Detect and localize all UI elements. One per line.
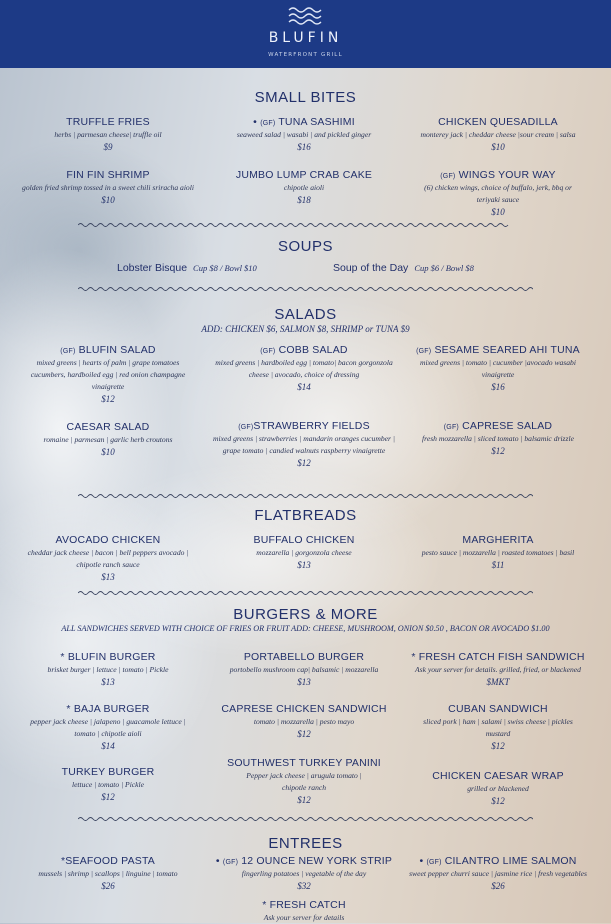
- item-price: $32: [297, 881, 311, 891]
- item-desc: fresh mozzarella | sliced tomato | balsamic drizzle: [422, 434, 574, 443]
- menu-item: [8, 766, 208, 803]
- item-desc: cheddar jack cheese | bacon | bell peppers avocado | chipotle ranch sauce: [27, 548, 189, 569]
- item-name: [204, 344, 404, 356]
- item-name: CUBAN SANDWICH: [448, 703, 548, 715]
- item-desc: mixed greens | hardboiled egg | tomato| bacon gorgonzola cheese | avocado, choice of dressing: [215, 358, 393, 379]
- item-name: TRUFFLE FRIES: [66, 116, 150, 128]
- item-price: $12: [297, 729, 311, 739]
- gf-badge: (GF): [416, 348, 432, 355]
- soups-title: SOUPS: [277, 238, 333, 255]
- item-desc: (6) chicken wings, choice of buffalo, jerk, bbq or teriyaki sauce: [424, 183, 572, 204]
- item-price: $13: [101, 572, 115, 582]
- item-name: PORTABELLO BURGER: [243, 651, 365, 663]
- small-bites-title: SMALL BITES: [254, 89, 357, 106]
- menu-item: [8, 116, 208, 153]
- item-price: $13: [101, 677, 115, 687]
- item-name: [8, 344, 208, 356]
- item-desc: monterey jack | cheddar cheese |sour cream | salsa: [420, 130, 576, 139]
- item-price: $11: [491, 560, 505, 570]
- item-price: $13: [297, 560, 311, 570]
- gf-badge: (GF): [443, 424, 459, 431]
- item-desc: pesto sauce | mozzarella | roasted tomatoes | basil: [421, 548, 575, 557]
- item-prefix: *: [411, 651, 416, 663]
- item-desc: fingerling potatoes | vegetable of the day: [241, 869, 367, 878]
- item-title: WINGS YOUR WAY: [458, 169, 556, 181]
- soup-name: Lobster Bisque: [117, 262, 188, 274]
- menu-item: [8, 421, 208, 458]
- item-name: CHICKEN QUESADILLA: [438, 116, 558, 128]
- item-name: [8, 703, 208, 715]
- item-desc: Pepper jack cheese | arugula tomato | chipotle ranch: [246, 771, 362, 792]
- item-desc: chipotle aioli: [283, 183, 325, 192]
- item-price: $18: [297, 195, 311, 205]
- gf-badge: (GF): [238, 424, 254, 431]
- entrees-title: ENTREES: [268, 835, 343, 852]
- item-prefix: •: [419, 855, 424, 867]
- menu-item: [398, 344, 598, 393]
- item-title: 12 OUNCE NEW YORK STRIP: [241, 855, 393, 867]
- item-name: [398, 855, 598, 867]
- item-price: $12: [491, 796, 505, 806]
- item-desc: sliced pork | ham | salami | swiss cheese | pickles mustard: [423, 717, 573, 738]
- item-prefix: *: [262, 899, 267, 911]
- item-desc: mixed greens | hearts of palm | grape tomatoes cucumbers, hardboiled egg | red onion champagne vinaigrette: [30, 358, 186, 391]
- item-title: TUNA SASHIMI: [278, 116, 355, 128]
- item-price: $16: [297, 142, 311, 152]
- item-desc: pepper jack cheese | jalapeno | guacamole lettuce | tomato | chipotle aioli: [30, 717, 186, 738]
- menu-item: [204, 651, 404, 688]
- item-desc: mozzarella | gorgonzola cheese: [256, 548, 352, 557]
- item-name: MARGHERITA: [462, 534, 534, 546]
- item-desc: mixed greens | strawberries | mandarin oranges cucumber | grape tomato | candied walnuts raspberry vinaigrette: [213, 434, 395, 455]
- soup-item: [333, 262, 474, 274]
- soup-name: Soup of the Day: [333, 262, 409, 274]
- wavy-divider: [78, 589, 533, 597]
- item-title: COBB SALAD: [278, 344, 348, 356]
- item-prefix: •: [253, 116, 258, 128]
- item-price: $9: [103, 142, 113, 152]
- item-title: CILANTRO LIME SALMON: [444, 855, 577, 867]
- flatbreads-title: FLATBREADS: [254, 507, 357, 524]
- item-name: CHICKEN CAESAR WRAP: [432, 770, 564, 782]
- item-prefix: *: [60, 651, 65, 663]
- item-title: FRESH CATCH FISH SANDWICH: [418, 651, 585, 663]
- wavy-divider: [78, 285, 533, 293]
- soup-price: Cup $8 / Bowl $10: [193, 263, 257, 273]
- item-title: BLUFIN BURGER: [67, 651, 156, 663]
- gf-badge: (GF): [440, 173, 456, 180]
- waves-logo-icon: [287, 5, 323, 29]
- item-price: $12: [101, 792, 115, 802]
- item-name: [398, 420, 598, 432]
- item-desc: herbs | parmesan cheese| truffle oil: [54, 130, 162, 139]
- menu-item: [8, 855, 208, 892]
- item-desc: Ask your server for details. grilled, fried, or blackened: [415, 665, 581, 674]
- item-name: FIN FIN SHRIMP: [66, 169, 150, 181]
- menu-item: [204, 116, 404, 153]
- soup-item: [117, 262, 257, 274]
- wavy-divider: [78, 815, 533, 823]
- item-name: [204, 116, 404, 128]
- item-name: AVOCADO CHICKEN: [55, 534, 161, 546]
- brand-tagline: WATERFRONT GRILL: [268, 52, 343, 58]
- item-price: $16: [491, 382, 505, 392]
- menu-item: [398, 534, 598, 571]
- menu-item: [398, 703, 598, 752]
- item-title: FRESH CATCH: [269, 899, 346, 911]
- salads-addons: ADD: CHICKEN $6, SALMON $8, SHRIMP or TUNA $9: [201, 324, 410, 334]
- item-name: CAESAR SALAD: [66, 421, 150, 433]
- item-desc: grilled or blackened: [467, 784, 529, 793]
- item-name: [204, 855, 404, 867]
- item-desc: mixed greens | tomato | cucumber |avocado wasabi vinaigrette: [420, 358, 576, 379]
- item-price: $10: [101, 195, 115, 205]
- item-title: BLUFIN SALAD: [78, 344, 156, 356]
- item-title: CAPRESE SALAD: [462, 420, 553, 432]
- gf-badge: (GF): [260, 120, 276, 127]
- item-price: $14: [297, 382, 311, 392]
- item-price: $10: [491, 207, 505, 217]
- menu-item: [398, 169, 598, 218]
- item-price: $12: [297, 795, 311, 805]
- item-price: $13: [297, 677, 311, 687]
- menu-item: [204, 534, 404, 571]
- item-price: $12: [491, 446, 505, 456]
- soup-price: Cup $6 / Bowl $8: [414, 263, 474, 273]
- menu-item: [204, 703, 404, 740]
- menu-item: [398, 651, 598, 688]
- menu-item: [204, 899, 404, 924]
- gf-badge: (GF): [222, 859, 239, 866]
- item-name: CAPRESE CHICKEN SANDWICH: [221, 703, 387, 715]
- item-name: [398, 169, 598, 181]
- menu-item: [8, 651, 208, 688]
- item-price: $26: [491, 881, 505, 891]
- item-desc: seaweed salad | wasabi | and pickled ginger: [236, 130, 372, 139]
- item-title: BAJA BURGER: [73, 703, 150, 715]
- item-desc: mussels | shrimp | scallops | linguine | tomato: [38, 869, 178, 878]
- item-name: [8, 855, 208, 867]
- menu-item: [204, 855, 404, 892]
- brand-name: BLUFIN: [268, 30, 343, 46]
- salads-title: SALADS: [274, 306, 337, 323]
- item-name: [398, 651, 598, 663]
- menu-item: [398, 420, 598, 457]
- item-prefix: *: [60, 855, 66, 867]
- menu-item: [398, 116, 598, 153]
- item-title: SEAFOOD PASTA: [65, 855, 156, 867]
- item-title: SESAME SEARED AHI TUNA: [434, 344, 580, 356]
- item-name: [8, 651, 208, 663]
- header-bar: [0, 0, 611, 68]
- item-name: TURKEY BURGER: [61, 766, 155, 778]
- wavy-divider: [78, 221, 533, 229]
- item-name: JUMBO LUMP CRAB CAKE: [235, 169, 373, 181]
- item-desc: brisket burger | lettuce | tomato | Pickle: [47, 665, 169, 674]
- item-price: $10: [491, 142, 505, 152]
- item-price: $12: [101, 394, 115, 404]
- item-price: $10: [101, 447, 115, 457]
- burgers-title: BURGERS & MORE: [233, 606, 378, 623]
- menu-item: [8, 344, 208, 405]
- item-price: $26: [101, 881, 115, 891]
- menu-item: [8, 534, 208, 583]
- menu-item: [204, 420, 404, 469]
- item-price: $14: [101, 741, 115, 751]
- item-desc: Ask your server for details: [263, 913, 345, 922]
- item-prefix: *: [66, 703, 71, 715]
- menu-item: [204, 344, 404, 393]
- item-desc: golden fried shrimp tossed in a sweet chili sriracha aioli: [22, 183, 194, 192]
- menu-item: [8, 169, 208, 206]
- wavy-divider: [78, 492, 533, 500]
- item-desc: sweet pepper churri sauce | jasmine rice | fresh vegetables: [409, 869, 587, 878]
- menu-item: [398, 855, 598, 892]
- item-name: [204, 899, 404, 911]
- gf-badge: (GF): [426, 859, 442, 866]
- item-name: [204, 420, 404, 432]
- menu-item: [8, 703, 208, 752]
- item-name: SOUTHWEST TURKEY PANINI: [227, 757, 381, 769]
- item-desc: tomato | mozzarella | pesto mayo: [253, 717, 355, 726]
- item-desc: portobello mushroom cap| balsamic | mozzarella: [229, 665, 379, 674]
- item-name: [398, 344, 598, 356]
- menu-item: [204, 169, 404, 206]
- menu-item: [398, 770, 598, 807]
- item-price: $MKT: [486, 677, 510, 687]
- item-desc: lettuce | tomato | Pickle: [71, 780, 145, 789]
- menu-item: [204, 757, 404, 806]
- item-price: $12: [297, 458, 311, 468]
- item-price: $12: [491, 741, 505, 751]
- gf-badge: (GF): [260, 348, 276, 355]
- burgers-addons: ALL SANDWICHES SERVED WITH CHOICE OF FRIES OR FRUIT ADD: CHEESE, MUSHROOM, ONION $0.50 , BACON OR AVOCADO $1.00: [61, 624, 550, 633]
- item-desc: romaine | parmesan | garlic herb croutons: [43, 435, 173, 444]
- item-name: BUFFALO CHICKEN: [253, 534, 355, 546]
- item-title: STRAWBERRY FIELDS: [253, 420, 370, 432]
- item-prefix: •: [215, 855, 220, 867]
- gf-badge: (GF): [60, 348, 76, 355]
